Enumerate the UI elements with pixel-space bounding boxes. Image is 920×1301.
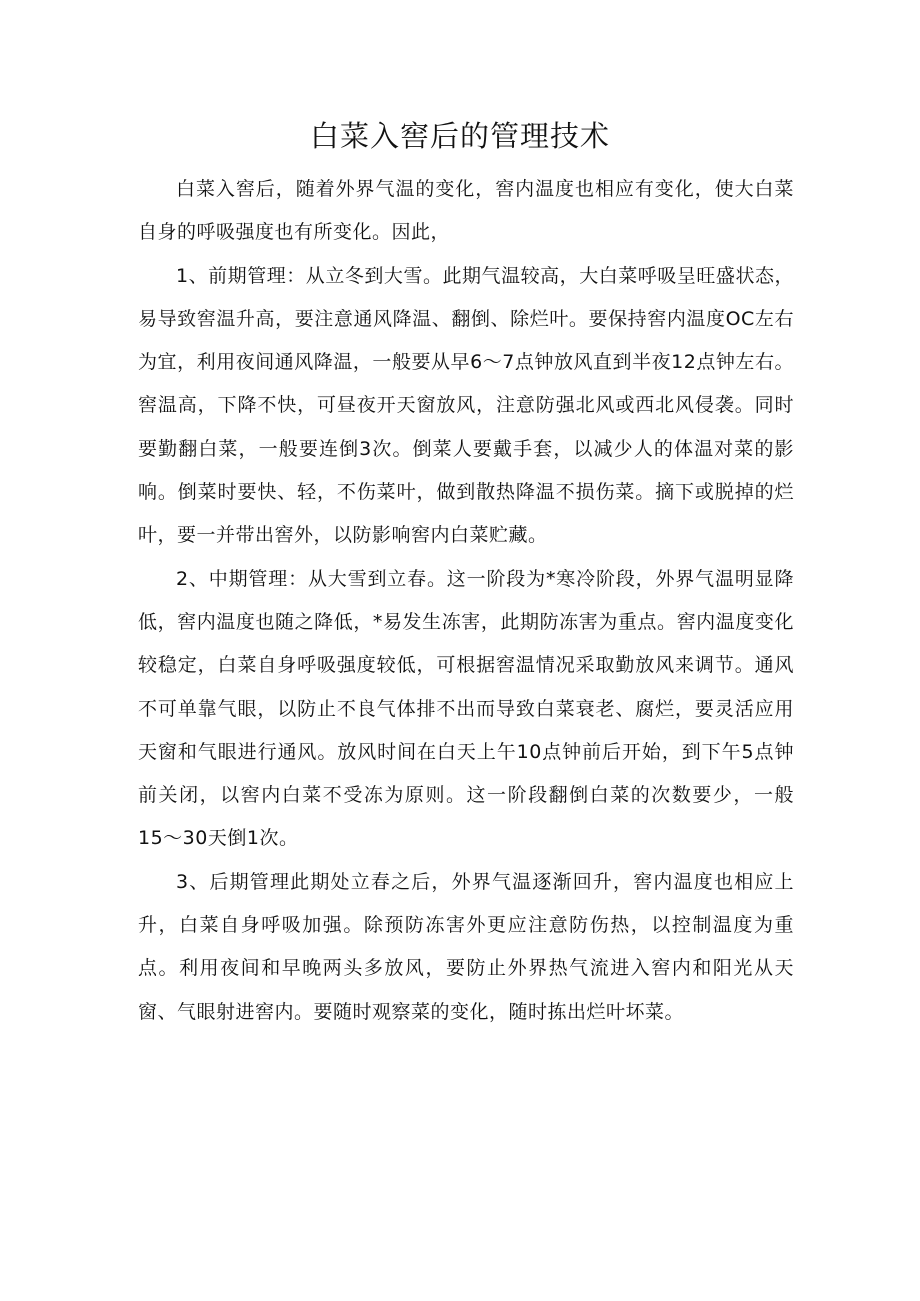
document-title: 白菜入窖后的管理技术 (309, 119, 610, 153)
early-stage-paragraph: 1、前期管理：从立冬到大雪。此期气温较高，大白菜呼吸呈旺盛状态，易导致窖温升高，要注意通风降温、翻倒、除烂叶。要保持窖内温度OC左右为宜，利用夜间通风降温，一般要从早6〜7点钟放风直到半夜12点钟左右。窖温高，下降不快，可昼夜开天窗放风，注意防强北风或西北风侵袭。同时要勤翻白菜，一般要连倒3次。倒菜人要戴手套，以减少人的体温对菜的影响。倒菜时要快、轻，不伤菜叶，做到散热降温不损伤菜。摘下或脱掉的烂叶，要一并带出窖外，以防影响窖内白菜贮藏。 (138, 264, 794, 547)
middle-stage-paragraph: 2、中期管理：从大雪到立春。这一阶段为*寒冷阶段，外界气温明显降低，窖内温度也随之降低，*易发生冻害，此期防冻害为重点。窖内温度变化较稳定，白菜自身呼吸强度较低，可根据窖温情况采取勤放风来调节。通风不可单靠气眼，以防止不良气体排不出而导致白菜衰老、腐烂，要灵活应用天窗和气眼进行通风。放风时间在白天上午10点钟前后开始，到下午5点钟前关闭，以窖内白菜不受冻为原则。这一阶段翻倒白菜的次数要少，一般15〜30天倒1次。 (138, 567, 794, 850)
late-stage-paragraph: 3、后期管理此期处立春之后，外界气温逐渐回升，窖内温度也相应上升，白菜自身呼吸加强。除预防冻害外更应注意防伤热，以控制温度为重点。利用夜间和早晚两头多放风，要防止外界热气流进入窖内和阳光从天窗、气眼射进窖内。要随时观察菜的变化，随时拣出烂叶坏菜。 (138, 870, 794, 1023)
intro-paragraph: 白菜入窖后，随着外界气温的变化，窖内温度也相应有变化，使大白菜自身的呼吸强度也有所变化。因此， (138, 178, 794, 244)
document-body (138, 168, 794, 1034)
